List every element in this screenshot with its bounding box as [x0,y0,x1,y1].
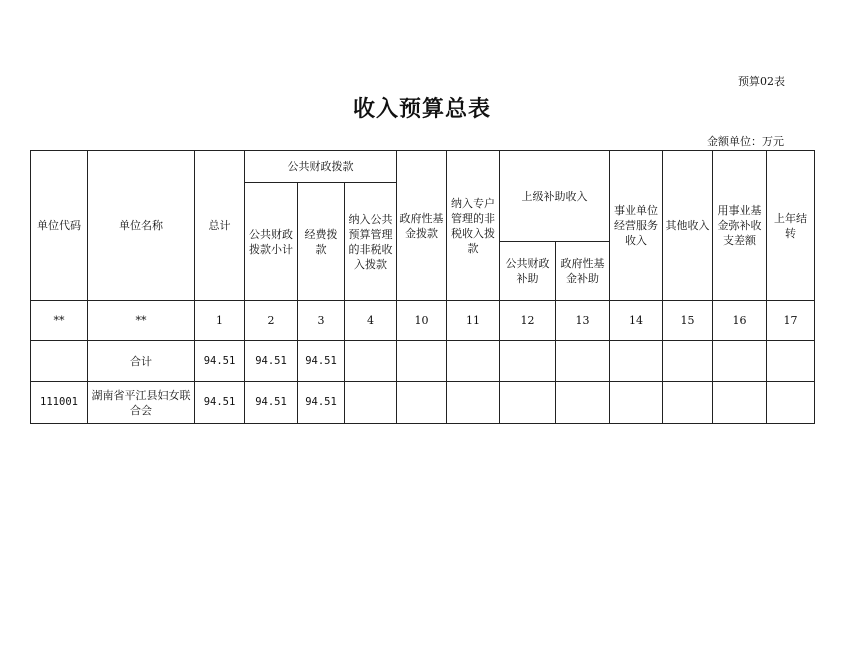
budget-table [30,150,815,424]
index-cell: 4 [345,301,397,341]
index-cell: 2 [245,301,298,341]
header-total: 总计 [195,151,245,301]
cell-empty [713,382,767,424]
table-row [31,382,815,424]
cell-total: 94.51 [195,341,245,382]
header-superior-subsidy: 上级补助收入 [500,151,610,242]
cell-empty [767,341,815,382]
cell-empty [556,341,610,382]
header-gov-fund-subsidy: 政府性基金补助 [556,242,610,301]
cell-empty [447,341,500,382]
index-cell: 17 [767,301,815,341]
index-cell: 16 [713,301,767,341]
index-cell: 11 [447,301,500,341]
index-cell: ** [88,301,195,341]
index-cell: 10 [397,301,447,341]
cell-empty [345,341,397,382]
cell-expense-allocation: 94.51 [298,382,345,424]
index-cell: 14 [610,301,663,341]
amount-unit: 金额单位：万元 [707,135,784,148]
index-cell: 3 [298,301,345,341]
page-title: 收入预算总表 [352,96,491,122]
cell-empty [663,382,713,424]
index-row [31,301,815,341]
cell-empty [713,341,767,382]
header-business-service: 事业单位经营服务收入 [610,151,663,301]
cell-unit-name: 合计 [88,341,195,382]
header-public-finance-subsidy: 公共财政补助 [500,242,556,301]
header-business-fund: 用事业基金弥补收支差额 [713,151,767,301]
form-number: 预算02表 [738,75,785,88]
header-expense-allocation: 经费拨款 [298,183,345,301]
cell-empty [610,382,663,424]
table-row [31,341,815,382]
header-unit-code: 单位代码 [31,151,88,301]
cell-empty [345,382,397,424]
index-cell: 13 [556,301,610,341]
cell-empty [397,382,447,424]
cell-unit-code [31,341,88,382]
cell-empty [397,341,447,382]
cell-public-finance-subtotal: 94.51 [245,382,298,424]
cell-empty [500,341,556,382]
index-cell: ** [31,301,88,341]
cell-empty [556,382,610,424]
cell-total: 94.51 [195,382,245,424]
header-public-finance: 公共财政拨款 [245,151,397,183]
cell-empty [500,382,556,424]
cell-unit-name: 湖南省平江县妇女联合会 [88,382,195,424]
header-other-income: 其他收入 [663,151,713,301]
header-carryover: 上年结转 [767,151,815,301]
header-unit-name: 单位名称 [88,151,195,301]
cell-empty [663,341,713,382]
index-cell: 12 [500,301,556,341]
index-cell: 1 [195,301,245,341]
cell-empty [610,341,663,382]
cell-empty [767,382,815,424]
cell-expense-allocation: 94.51 [298,341,345,382]
cell-public-finance-subtotal: 94.51 [245,341,298,382]
header-gov-fund: 政府性基金拨款 [397,151,447,301]
header-nontax-allocation: 纳入公共预算管理的非税收入拨款 [345,183,397,301]
header-special-nontax: 纳入专户管理的非税收入拨款 [447,151,500,301]
header-public-finance-subtotal: 公共财政拨款小计 [245,183,298,301]
cell-empty [447,382,500,424]
index-cell: 15 [663,301,713,341]
cell-unit-code: 111001 [31,382,88,424]
